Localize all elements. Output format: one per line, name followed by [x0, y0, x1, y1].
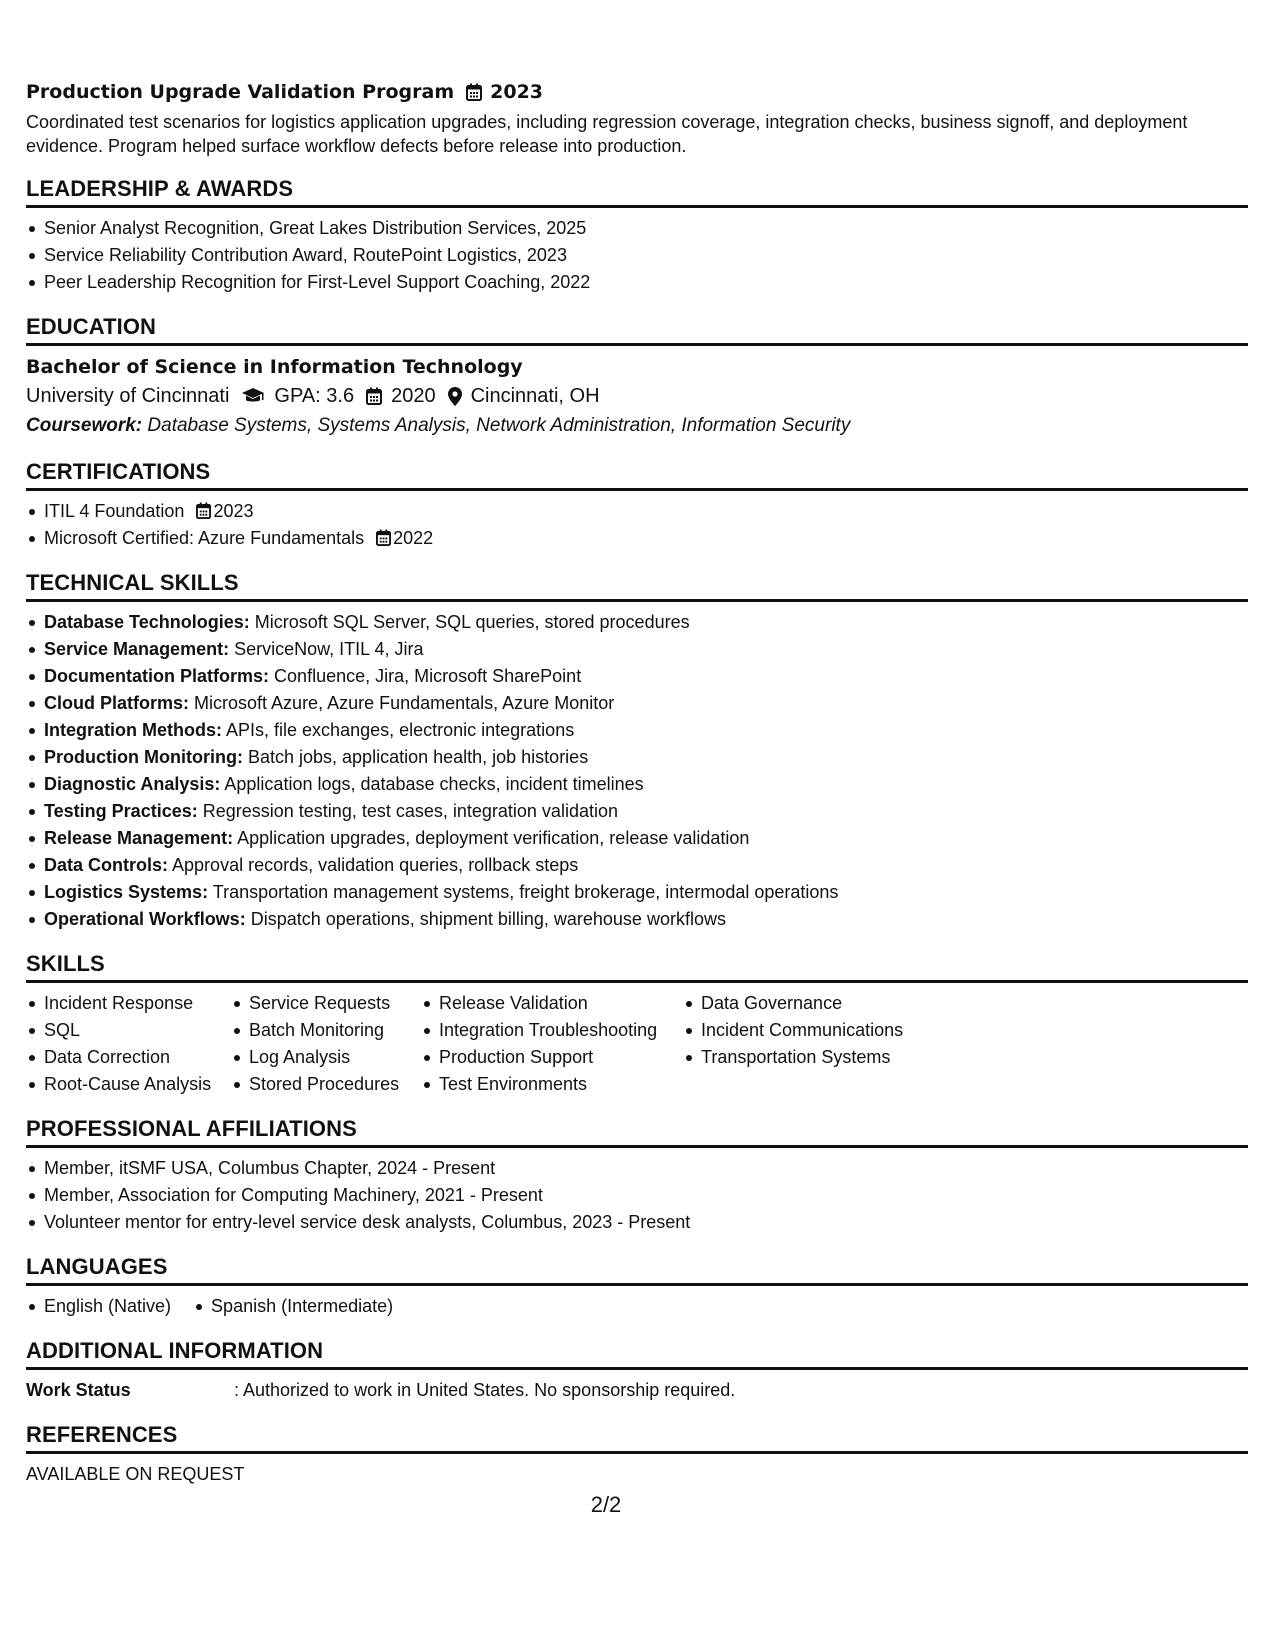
tech-skill-label: Cloud Platforms: [44, 693, 190, 713]
calendar-icon [466, 83, 482, 101]
tech-skill-value: Microsoft Azure, Azure Fundamentals, Azure Monitor [194, 693, 615, 713]
cert-year: 2022 [393, 528, 434, 548]
section-heading-additional-information: ADDITIONAL INFORMATION [26, 1338, 1248, 1370]
tech-skill-value: Confluence, Jira, Microsoft SharePoint [274, 666, 582, 686]
section-heading-references: REFERENCES [26, 1422, 1248, 1454]
tech-skill-value: Batch jobs, application health, job histories [247, 747, 589, 767]
education-coursework [26, 411, 1248, 441]
list-item: Release Validation [421, 990, 683, 1017]
education-gpa: GPA: 3.6 [274, 385, 355, 407]
education-location: Cincinnati, OH [470, 385, 600, 407]
cert-name: Microsoft Certified: Azure Fundamentals [44, 528, 365, 548]
project-title: Production Upgrade Validation Program [26, 81, 455, 103]
section-heading-leadership: LEADERSHIP & AWARDS [26, 176, 1248, 208]
tech-skill-value: Dispatch operations, shipment billing, warehouse workflows [250, 909, 726, 929]
calendar-icon [196, 502, 211, 519]
list-item: Transportation Systems [683, 1044, 943, 1071]
project-year: 2023 [490, 81, 544, 103]
list-item: Incident Response [26, 990, 231, 1017]
list-item: Root-Cause Analysis [26, 1071, 231, 1098]
list-item [26, 636, 1248, 663]
tech-skill-value: Microsoft SQL Server, SQL queries, stored procedures [254, 612, 690, 632]
list-item: Service Requests [231, 990, 421, 1017]
education-school: University of Cincinnati [26, 385, 230, 407]
certifications-list [26, 498, 1248, 552]
cert-year: 2023 [213, 501, 254, 521]
cert-name: ITIL 4 Foundation [44, 501, 185, 521]
page-number: 2/2 [590, 1492, 622, 1517]
section-heading-education: EDUCATION [26, 314, 1248, 346]
tech-skill-value: Approval records, validation queries, rollback steps [172, 855, 579, 875]
skills-column [421, 990, 683, 1098]
graduation-cap-icon [241, 387, 265, 405]
list-item: Volunteer mentor for entry-level service desk analysts, Columbus, 2023 - Present [26, 1209, 1248, 1236]
list-item: Member, Association for Computing Machinery, 2021 - Present [26, 1182, 1248, 1209]
list-item [26, 609, 1248, 636]
calendar-icon [376, 529, 391, 546]
work-status-row [26, 1377, 1248, 1404]
section-heading-languages: LANGUAGES [26, 1254, 1248, 1286]
tech-skill-value: Regression testing, test cases, integration validation [202, 801, 618, 821]
skills-column [231, 990, 421, 1098]
skills-column [26, 990, 231, 1098]
tech-skill-label: Testing Practices: [44, 801, 198, 821]
section-heading-skills: SKILLS [26, 951, 1248, 983]
list-item: English (Native) [26, 1293, 171, 1320]
references-text: AVAILABLE ON REQUEST [26, 1464, 245, 1484]
skills-grid [26, 990, 1248, 1098]
project-description: Coordinated test scenarios for logistics application upgrades, including regression coverage, integration checks, business signoff, and deployment evidence. Program helped surface workflow defects before release into production. [26, 112, 1188, 156]
list-item: SQL [26, 1017, 231, 1044]
education-degree: Bachelor of Science in Information Technology [26, 356, 523, 378]
education-year: 2020 [391, 385, 436, 407]
education-details [26, 381, 1248, 411]
map-pin-icon [448, 387, 462, 406]
technical-skills-list [26, 609, 1248, 933]
list-item: Batch Monitoring [231, 1017, 421, 1044]
tech-skill-label: Logistics Systems: [44, 882, 209, 902]
tech-skill-value: APIs, file exchanges, electronic integrations [226, 720, 575, 740]
list-item [26, 663, 1248, 690]
list-item [26, 825, 1248, 852]
list-item [26, 798, 1248, 825]
list-item: Stored Procedures [231, 1071, 421, 1098]
section-heading-technical-skills: TECHNICAL SKILLS [26, 570, 1248, 602]
list-item [26, 852, 1248, 879]
tech-skill-label: Database Technologies: [44, 612, 250, 632]
tech-skill-label: Integration Methods: [44, 720, 222, 740]
skills-column [683, 990, 943, 1098]
list-item [26, 690, 1248, 717]
list-item: Test Environments [421, 1071, 683, 1098]
tech-skill-label: Operational Workflows: [44, 909, 246, 929]
list-item: Peer Leadership Recognition for First-Level Support Coaching, 2022 [26, 269, 1248, 296]
list-item [26, 498, 1248, 525]
resume-page [26, 78, 1248, 1488]
list-item [26, 771, 1248, 798]
tech-skill-label: Data Controls: [44, 855, 169, 875]
list-item: Service Reliability Contribution Award, RoutePoint Logistics, 2023 [26, 242, 1248, 269]
tech-skill-label: Production Monitoring: [44, 747, 243, 767]
leadership-list [26, 215, 1248, 296]
tech-skill-label: Service Management: [44, 639, 230, 659]
list-item: Data Correction [26, 1044, 231, 1071]
list-item [26, 906, 1248, 933]
coursework-value: Database Systems, Systems Analysis, Network Administration, Information Security [147, 415, 851, 436]
calendar-icon [366, 387, 382, 405]
list-item: Member, itSMF USA, Columbus Chapter, 2024 - Present [26, 1155, 1248, 1182]
tech-skill-label: Release Management: [44, 828, 234, 848]
list-item: Integration Troubleshooting [421, 1017, 683, 1044]
list-item: Spanish (Intermediate) [193, 1293, 393, 1320]
project-title-row [26, 78, 1248, 106]
list-item [26, 879, 1248, 906]
list-item [26, 744, 1248, 771]
languages-list [26, 1293, 1248, 1320]
list-item: Log Analysis [231, 1044, 421, 1071]
tech-skill-value: Application logs, database checks, incident timelines [224, 774, 644, 794]
section-heading-certifications: CERTIFICATIONS [26, 459, 1248, 491]
tech-skill-value: ServiceNow, ITIL 4, Jira [234, 639, 424, 659]
list-item: Production Support [421, 1044, 683, 1071]
affiliations-list [26, 1155, 1248, 1236]
list-item [26, 525, 1248, 552]
work-status-value: : Authorized to work in United States. No sponsorship required. [234, 1380, 736, 1400]
tech-skill-value: Application upgrades, deployment verification, release validation [237, 828, 750, 848]
tech-skill-value: Transportation management systems, freight brokerage, intermodal operations [212, 882, 839, 902]
list-item: Senior Analyst Recognition, Great Lakes Distribution Services, 2025 [26, 215, 1248, 242]
work-status-label: Work Status [26, 1380, 131, 1400]
list-item: Incident Communications [683, 1017, 943, 1044]
tech-skill-label: Diagnostic Analysis: [44, 774, 221, 794]
tech-skill-label: Documentation Platforms: [44, 666, 270, 686]
list-item: Data Governance [683, 990, 943, 1017]
coursework-label: Coursework: [26, 415, 143, 436]
list-item [26, 717, 1248, 744]
section-heading-affiliations: PROFESSIONAL AFFILIATIONS [26, 1116, 1248, 1148]
